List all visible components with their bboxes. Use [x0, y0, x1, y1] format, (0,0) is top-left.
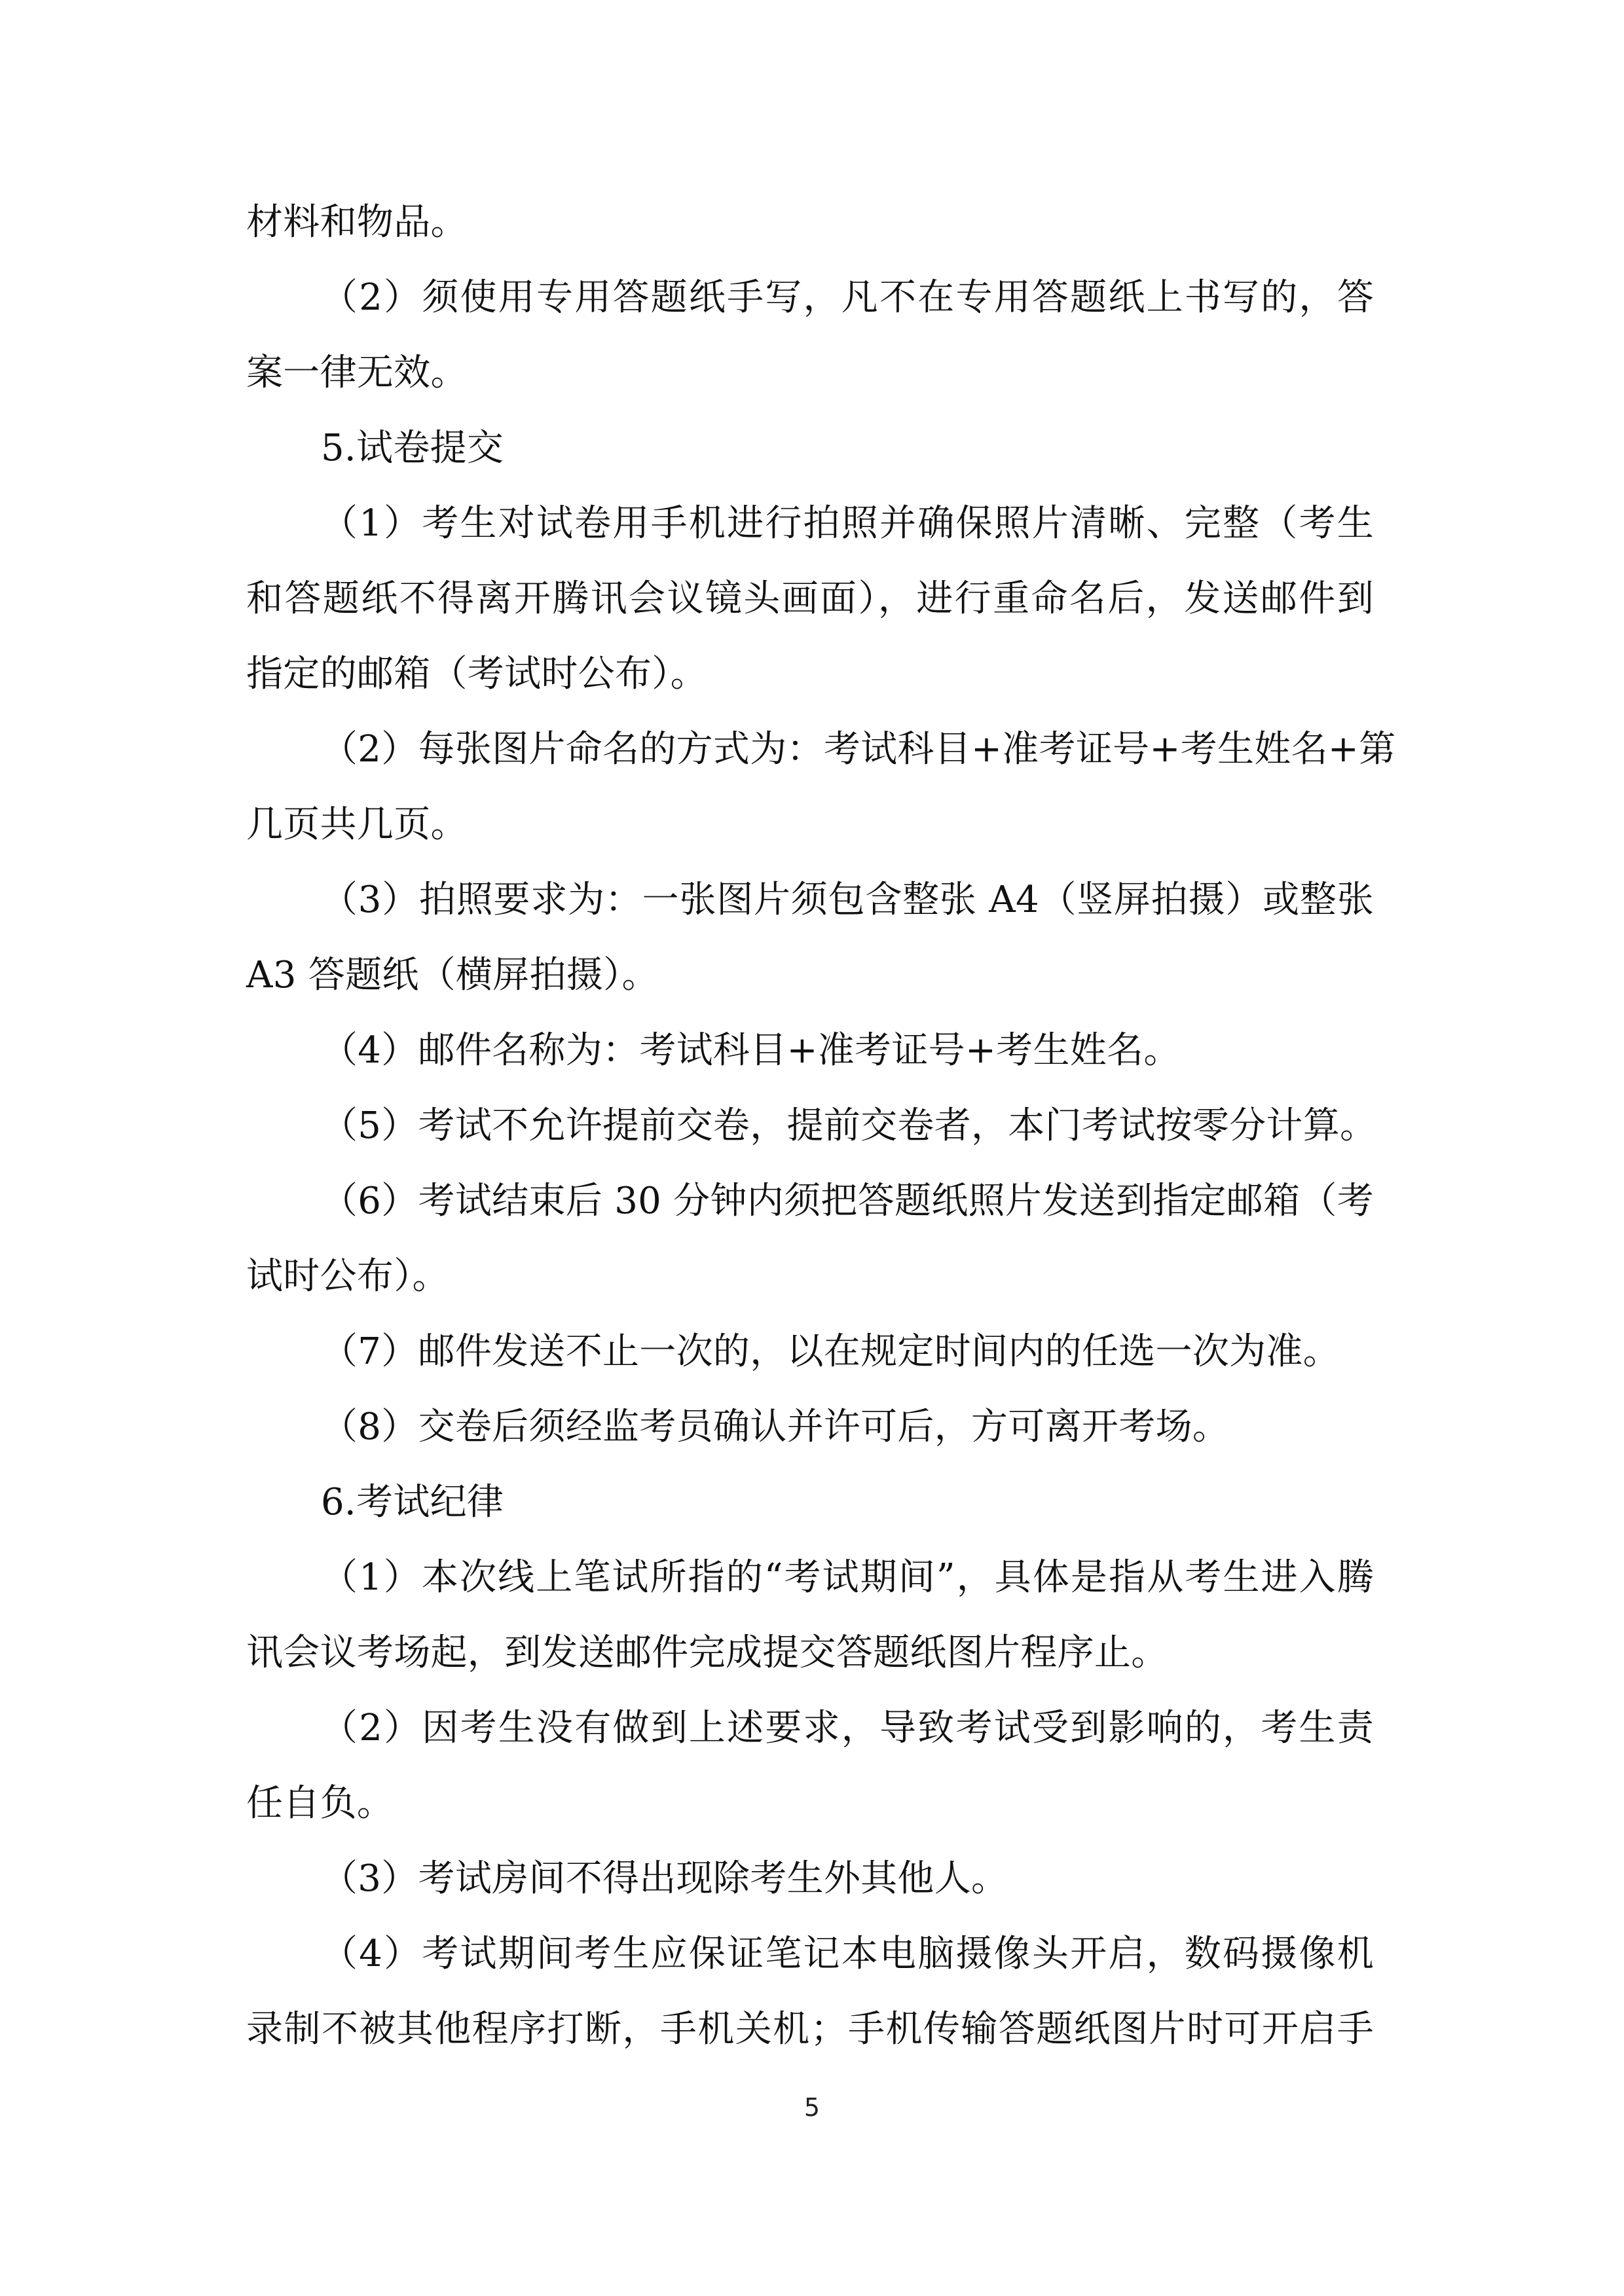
text-line: （3）考试房间不得出现除考生外其他人。 — [321, 1857, 1008, 1900]
text-line: 录制不被其他程序打断，手机关机；手机传输答题纸图片时可开启手 — [246, 2008, 1374, 2050]
text-line: （4）邮件名称为：考试科目+准考证号+考生姓名。 — [321, 1029, 1181, 1072]
text-line: 和答题纸不得离开腾讯会议镜头画面），进行重命名后，发送邮件到 — [246, 577, 1374, 620]
text-line: （7）邮件发送不止一次的，以在规定时间内的任选一次为准。 — [321, 1330, 1340, 1373]
text-line: 指定的邮箱（考试时公布）。 — [246, 653, 707, 695]
text-line: （4）考试期间考生应保证笔记本电脑摄像头开启，数码摄像机 — [321, 1933, 1374, 1975]
text-line: A3 答题纸（横屏拍摄）。 — [246, 954, 659, 996]
text-line: 材料和物品。 — [246, 201, 468, 244]
text-line: （8）交卷后须经监考员确认并许可后，方可离开考场。 — [321, 1406, 1230, 1448]
text-line: 案一律无效。 — [246, 352, 468, 394]
text-line: 几页共几页。 — [246, 803, 468, 846]
text-line: （1）本次线上笔试所指的“考试期间”，具体是指从考生进入腾 — [321, 1556, 1374, 1599]
text-line: （1）考生对试卷用手机进行拍照并确保照片清晰、完整（考生 — [321, 502, 1374, 545]
page-number: 5 — [803, 2093, 821, 2122]
section-heading: 6.考试纪律 — [321, 1481, 504, 1523]
section-heading: 5.试卷提交 — [321, 427, 504, 469]
text-line: （3）拍照要求为：一张图片须包含整张 A4（竖屏拍摄）或整张 — [321, 879, 1374, 921]
text-line: （6）考试结束后 30 分钟内须把答题纸照片发送到指定邮箱（考 — [321, 1180, 1374, 1222]
text-line: 试时公布）。 — [246, 1255, 449, 1298]
text-line: （5）考试不允许提前交卷，提前交卷者，本门考试按零分计算。 — [321, 1104, 1377, 1147]
text-line: 任自负。 — [246, 1782, 394, 1825]
text-line: （2）因考生没有做到上述要求，导致考试受到影响的，考生责 — [321, 1707, 1374, 1749]
text-line: （2）须使用专用答题纸手写，凡不在专用答题纸上书写的，答 — [321, 276, 1374, 319]
text-line: （2）每张图片命名的方式为：考试科目+准考证号+考生姓名+第 — [321, 728, 1396, 771]
text-line: 讯会议考场起，到发送邮件完成提交答题纸图片程序止。 — [246, 1631, 1168, 1674]
